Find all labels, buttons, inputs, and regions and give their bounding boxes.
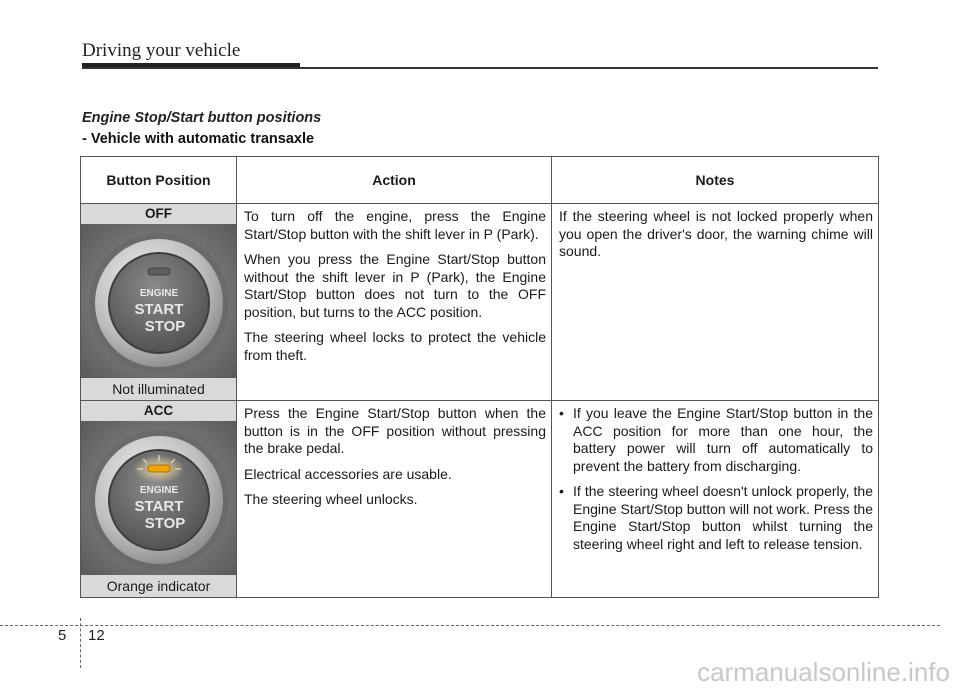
position-cell: [81, 401, 237, 598]
notes-paragraph: If the steering wheel is not locked properly when you open the driver's door, the warning chime will sound.: [559, 208, 873, 259]
position-label: ACC: [81, 401, 236, 421]
column-header: Action: [237, 157, 552, 204]
watermark: carmanualsonline.info: [697, 657, 950, 687]
action-paragraph: The steering wheel unlocks.: [244, 491, 418, 507]
button-positions-table: [80, 156, 879, 598]
position-cell: [81, 204, 237, 401]
button-text: STOP: [144, 318, 186, 335]
notes-list-item: • If the steering wheel doesn't unlock properly, the Engine Start/Stop button will not work. Press the Engine Start/Stop button whilst turning the steering wheel right and left to release tension.: [559, 483, 873, 553]
position-label: OFF: [81, 204, 236, 224]
table-row: [81, 204, 879, 401]
button-image: [81, 421, 236, 575]
footer-rule: [0, 625, 940, 626]
column-header: Button Position: [81, 157, 237, 204]
action-paragraph: To turn off the engine, press the Engine Start/Stop button with the shift lever in P (Park).: [244, 208, 546, 242]
position-caption: Orange indicator: [81, 575, 236, 597]
page-chapter: 5: [58, 627, 67, 644]
action-paragraph: When you press the Engine Start/Stop button without the shift lever in P (Park), the Engine Start/Stop button does not turn to the OFF position, but turns to the ACC position.: [244, 251, 546, 320]
button-text: STOP: [144, 515, 186, 532]
notes-list: [559, 405, 873, 553]
button-text: ENGINE: [139, 485, 179, 496]
action-cell: [237, 204, 552, 401]
column-header: Notes: [552, 157, 879, 204]
action-cell: [237, 401, 552, 598]
notes-cell: [552, 204, 879, 401]
table-header-row: [81, 157, 879, 204]
position-caption: Not illuminated: [81, 378, 236, 400]
button-text: START: [134, 498, 184, 515]
page-number: 12: [88, 627, 105, 644]
section-subtitle: - Vehicle with automatic transaxle: [82, 131, 315, 147]
header-title: Driving your vehicle: [82, 40, 241, 61]
header-rule: [82, 67, 878, 69]
section-title: Engine Stop/Start button positions: [82, 110, 322, 126]
action-paragraph: Electrical accessories are usable.: [244, 465, 452, 482]
indicator-lamp: [148, 268, 170, 275]
footer-divider: [80, 618, 81, 668]
indicator-lamp: [148, 465, 170, 472]
action-paragraph: Press the Engine Start/Stop button when the button is in the OFF position without pressing the brake pedal.: [244, 405, 546, 456]
button-image: [81, 224, 236, 378]
action-paragraph: The steering wheel locks to protect the vehicle from theft.: [244, 329, 546, 363]
notes-list-item: • If you leave the Engine Start/Stop button in the ACC position for more than one hour, the battery power will turn off automatically to prevent the battery from discharging.: [559, 405, 873, 475]
table-row: [81, 401, 879, 598]
button-text: START: [134, 301, 184, 318]
button-text: ENGINE: [139, 288, 179, 299]
notes-cell: [552, 401, 879, 598]
